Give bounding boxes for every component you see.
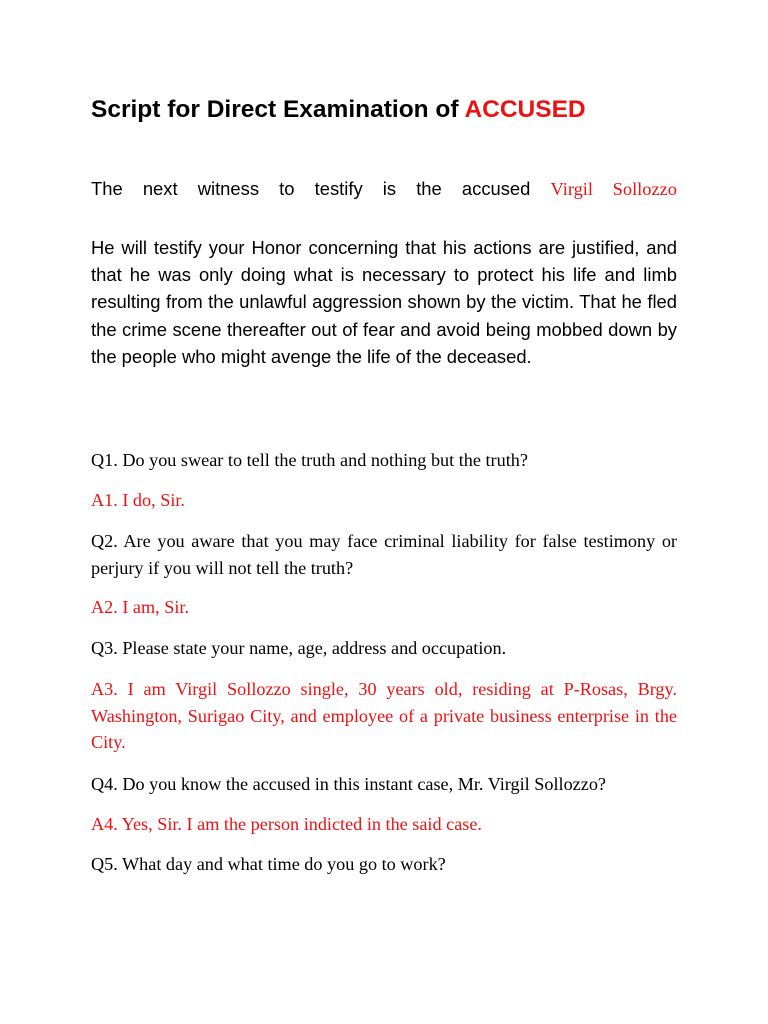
title-prefix: Script for Direct Examination of bbox=[91, 96, 465, 123]
question-1: Q1. Do you swear to tell the truth and nothing but the truth? bbox=[91, 450, 528, 470]
intro-line bbox=[91, 175, 677, 203]
question-2: Q2. Are you aware that you may face criminal liability for false testimony or perjury if you will not tell the truth? bbox=[91, 531, 677, 578]
document-title bbox=[91, 92, 586, 128]
question-4: Q4. Do you know the accused in this instant case, Mr. Virgil Sollozzo? bbox=[91, 774, 606, 794]
answer-4: A4. Yes, Sir. I am the person indicted in the said case. bbox=[91, 814, 482, 834]
statement-paragraph: He will testify your Honor concerning that his actions are justified, and that he was only doing what is necessary to protect his life and limb resulting from the unlawful aggression shown by the victim. That he fled the crime scene thereafter out of fear and avoid being mobbed down by the people who might avenge the life of the deceased. bbox=[91, 237, 677, 367]
answer-3: A3. I am Virgil Sollozzo single, 30 years old, residing at P-Rosas, Brgy. Washington, Surigao City, and employee of a private business enterprise in the City. bbox=[91, 679, 677, 752]
intro-name: Virgil Sollozzo bbox=[550, 179, 677, 199]
intro-text: The next witness to testify is the accused bbox=[91, 178, 551, 199]
question-3: Q3. Please state your name, age, address and occupation. bbox=[91, 638, 507, 658]
title-highlight: ACCUSED bbox=[464, 96, 586, 123]
answer-1: A1. I do, Sir. bbox=[91, 490, 185, 510]
answer-2: A2. I am, Sir. bbox=[91, 597, 190, 617]
question-5: Q5. What day and what time do you go to work? bbox=[91, 854, 446, 874]
